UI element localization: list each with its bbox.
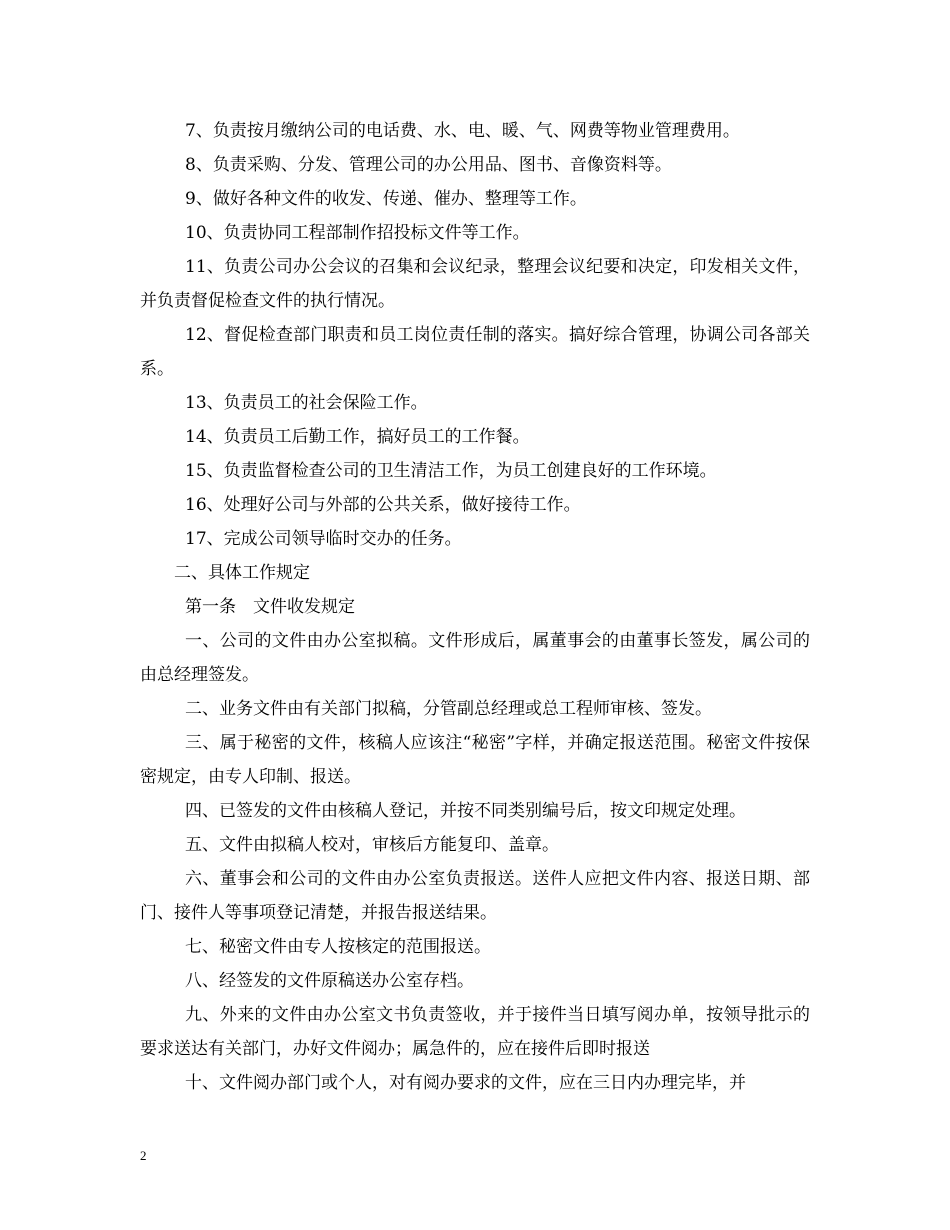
rule-item-1: 一、公司的文件由办公室拟稿。文件形成后，属董事会的由董事长签发，属公司的由总经理签发。	[140, 631, 810, 685]
paragraph-item-17: 17、完成公司领导临时交办的任务。	[185, 529, 462, 549]
page-number: 2	[140, 1148, 147, 1163]
section-heading: 二、具体工作规定	[174, 563, 310, 583]
article-heading: 第一条 文件收发规定	[185, 597, 355, 617]
paragraph-item-9: 9、做好各种文件的收发、传递、催办、整理等工作。	[185, 189, 587, 209]
paragraph-item-8: 8、负责采购、分发、管理公司的办公用品、图书、音像资料等。	[185, 155, 672, 175]
paragraph-item-10: 10、负责协同工程部制作招投标文件等工作。	[185, 223, 530, 243]
paragraph-item-15: 15、负责监督检查公司的卫生清洁工作，为员工创建良好的工作环境。	[185, 461, 717, 481]
rule-item-9: 九、外来的文件由办公室文书负责签收，并于接件当日填写阅办单，按领导批示的要求送达有关部门，办好文件阅办；属急件的，应在接件后即时报送	[140, 1005, 810, 1059]
paragraph-item-14: 14、负责员工后勤工作，搞好员工的工作餐。	[185, 427, 530, 447]
paragraph-item-13: 13、负责员工的社会保险工作。	[185, 393, 428, 413]
paragraph-item-12: 12、督促检查部门职责和员工岗位责任制的落实。搞好综合管理，协调公司各部关系。	[140, 325, 810, 379]
rule-item-5: 五、文件由拟稿人校对，审核后方能复印、盖章。	[185, 835, 559, 855]
paragraph-item-7: 7、负责按月缴纳公司的电话费、水、电、暖、气、网费等物业管理费用。	[185, 121, 740, 141]
rule-item-7: 七、秘密文件由专人按核定的范围报送。	[185, 937, 491, 957]
rule-item-10: 十、文件阅办部门或个人，对有阅办要求的文件，应在三日内办理完毕，并	[185, 1073, 746, 1093]
rule-item-4: 四、已签发的文件由核稿人登记，并按不同类别编号后，按文印规定处理。	[185, 801, 746, 821]
rule-item-6: 六、董事会和公司的文件由办公室负责报送。送件人应把文件内容、报送日期、部门、接件人等事项登记清楚，并报告报送结果。	[140, 869, 810, 923]
rule-item-8: 八、经签发的文件原稿送办公室存档。	[185, 971, 474, 991]
paragraph-item-16: 16、处理好公司与外部的公共关系，做好接待工作。	[185, 495, 581, 515]
rule-item-2: 二、业务文件由有关部门拟稿，分管副总经理或总工程师审核、签发。	[185, 699, 712, 719]
rule-item-3: 三、属于秘密的文件，核稿人应该注“秘密”字样，并确定报送范围。秘密文件按保密规定，由专人印制、报送。	[140, 733, 810, 787]
paragraph-item-11: 11、负责公司办公会议的召集和会议纪录，整理会议纪要和决定，印发相关文件，并负责督促检查文件的执行情况。	[140, 257, 810, 311]
document-body	[140, 114, 810, 1100]
